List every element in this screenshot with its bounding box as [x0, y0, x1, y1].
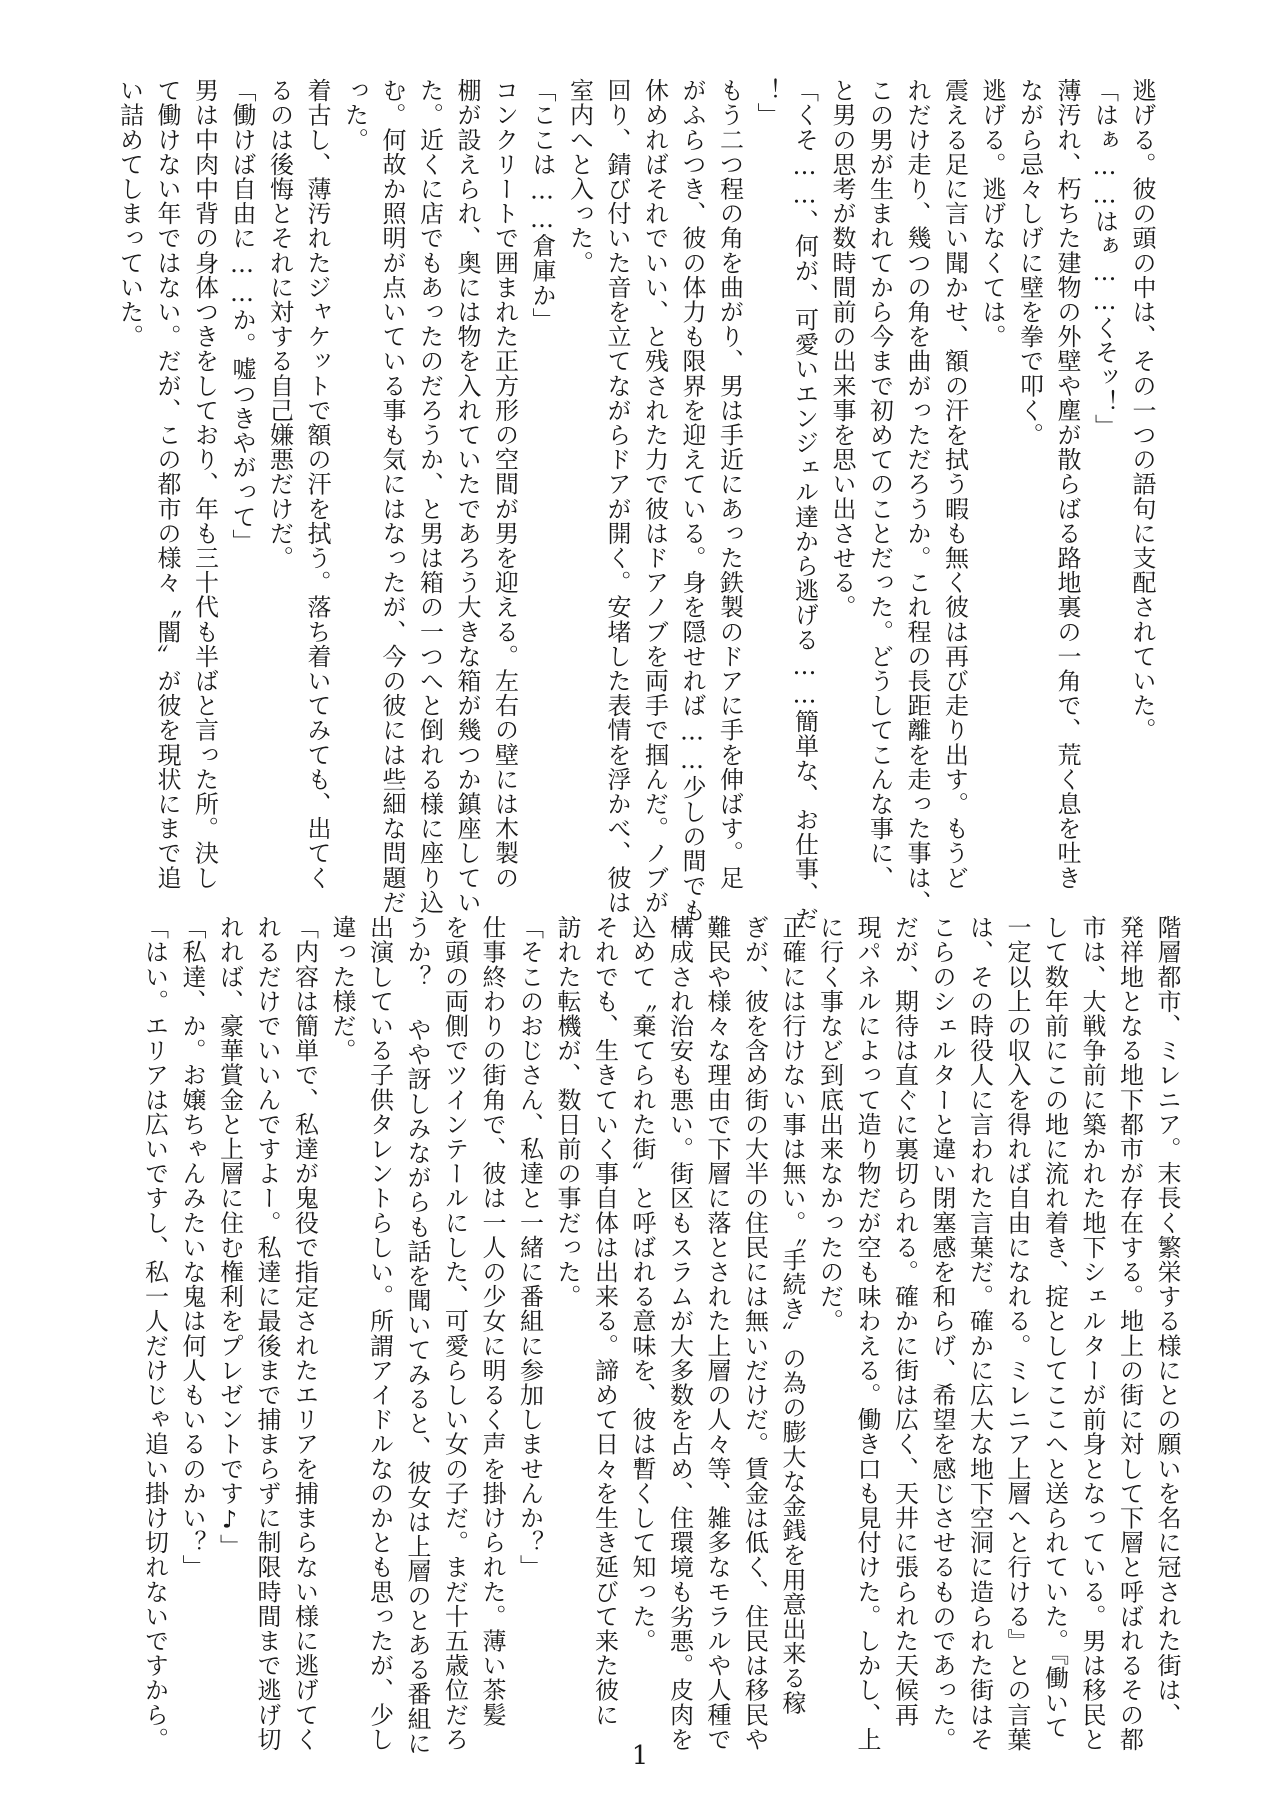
text-line: 「くそ……、何が、可愛いエンジェル達から逃げる……簡単な、お仕事、だ — [790, 78, 819, 931]
text-line: む。何故か照明が点いている事も気にはなったが、今の彼には些細な問題だ — [378, 78, 406, 915]
text-line: こらのシェルターと違い閉塞感を和らげ、希望を感じさせるものであった。 — [928, 915, 956, 1752]
text-line: 正確には行けない事は無い。〝手続き〟の為の膨大な金銭を用意出来る稼 — [778, 915, 806, 1715]
text-line: 「はぁ……はぁ……くそッ！」 — [1090, 78, 1119, 439]
text-line: 「ここは……倉庫か」 — [528, 78, 556, 332]
text-line: は、その時役人に言われた言葉だ。確かに広大な地下空洞に造られた街はそ — [965, 915, 994, 1752]
text-line: 逃げる。彼の頭の中は、その一つの語句に支配されていた。 — [1128, 78, 1156, 743]
text-line: と男の思考が数時間前の出来事を思い出させる。 — [828, 78, 856, 620]
text-line: を頭の両側でツインテールにした、可愛らしい女の子だ。まだ十五歳位だろ — [440, 915, 469, 1752]
text-line: 室内へと入った。 — [565, 78, 594, 275]
page-number: 1 — [631, 1741, 649, 1771]
text-line: に行く事など到底出来なかったのだ。 — [815, 915, 844, 1334]
text-line: 訪れた転機が、数日前の事だった。 — [553, 915, 581, 1309]
text-line: 難民や様々な理由で下層に落とされた上層の人々等、雑多なモラルや人種で — [703, 915, 731, 1752]
text-line: がふらつき、彼の体力も限界を迎えている。身を隠せれば……少しの間でも — [678, 78, 706, 923]
text-line: れるだけでいいんですよー。私達に最後まで捕まらずに制限時間まで逃げ切 — [253, 915, 281, 1752]
text-line: ぎが、彼を含め街の大半の住民には無いだけだ。賃金は低く、住民は移民や — [740, 915, 769, 1752]
text-line: うか？ やや訝しみながらも話を聞いてみると、彼女は上層のとある番組に — [403, 915, 431, 1756]
text-line: るのは後悔とそれに対する自己嫌悪だけだ。 — [265, 78, 294, 570]
text-line: 階層都市、ミレニア。末長く繁栄する様にとの願いを名に冠された街は、 — [1153, 915, 1181, 1727]
text-line: た。近くに店でもあったのだろうか、と男は箱の一つへと倒れる様に座り込 — [415, 78, 444, 915]
text-line: 「内容は簡単で、私達が鬼役で指定されたエリアを捕まらない様に逃げてく — [290, 915, 319, 1752]
text-line: 休めればそれでいい、と残された力で彼はドアノブを両手で掴んだ。ノブが — [640, 78, 669, 915]
text-line: い詰めてしまっていた。 — [115, 78, 144, 349]
text-line: 「はい。エリアは広いですし、私一人だけじゃ追い掛け切れないですから。 — [140, 915, 169, 1752]
text-line: 震える足に言い聞かせ、額の汗を拭う暇も無く彼は再び走り出す。もうど — [940, 78, 969, 890]
text-line: 現パネルによって造り物だが空も味わえる。働き口も見付けた。しかし、上 — [853, 915, 881, 1752]
text-line: この男が生まれてから今まで初めてのことだった。どうしてこんな事に、 — [865, 78, 894, 890]
text-line: 男は中肉中背の身体つきをしており、年も三十代も半ばと言った所。決し — [190, 78, 219, 890]
text-line: コンクリートで囲まれた正方形の空間が男を迎える。左右の壁には木製の — [490, 78, 519, 890]
text-line: 「そこのおじさん、私達と一緒に番組に参加しませんか？」 — [515, 915, 544, 1580]
text-line: 棚が設えられ、奥には物を入れていたであろう大きな箱が幾つか鎮座してい — [453, 78, 481, 915]
text-line: だが、期待は直ぐに裏切られる。確かに街は広く、天井に張られた天候再 — [890, 915, 919, 1727]
text-line: れだけ走り、幾つの角を曲がっただろうか。これ程の長距離を走った事は、 — [903, 78, 931, 915]
lower-text-block — [95, 915, 1185, 1756]
text-line: て働けない年ではない。だが、この都市の様々〝闇〟が彼を現状にまで追 — [153, 78, 181, 890]
text-line: して数年前にこの地に流れ着き、掟としてここへと送られていた。『働いて — [1040, 915, 1069, 1740]
text-line: 「私達、か。お嬢ちゃんみたいな鬼は何人もいるのかい？」 — [178, 915, 206, 1580]
text-line: った。 — [340, 78, 369, 152]
text-line: 着古し、薄汚れたジャケットで額の汗を拭う。落ち着いてみても、出てく — [303, 78, 331, 890]
text-line: それでも、生きていく事自体は出来る。諦めて日々を生き延びて来た彼に — [590, 915, 619, 1727]
text-line: れれば、豪華賞金と上層に住む権利をプレゼントです♪」 — [215, 915, 244, 1559]
upper-text-block — [70, 78, 1160, 931]
text-line: 「働けば自由に……か。嘘つきやがって」 — [228, 78, 256, 554]
text-line: 違った様だ。 — [328, 915, 356, 1063]
text-line: 薄汚れ、朽ちた建物の外壁や塵が散らばる路地裏の一角で、荒く息を吐き — [1053, 78, 1081, 890]
text-line: ！」 — [753, 78, 781, 128]
text-line: 一定以上の収入を得れば自由になれる。ミレニア上層へと行ける』との言葉 — [1003, 915, 1031, 1752]
text-line: 逃げる。逃げなくては。 — [978, 78, 1006, 349]
text-line: 回り、錆び付いた音を立てながらドアが開く。安堵した表情を浮かべ、彼は — [603, 78, 631, 915]
text-line: 出演している子供タレントらしい。所謂アイドルなのかとも思ったが、少し — [365, 915, 394, 1752]
text-line: 市は、大戦争前に築かれた地下シェルターが前身となっている。男は移民と — [1078, 915, 1106, 1752]
text-line: ながら忌々しげに壁を拳で叩く。 — [1015, 78, 1044, 447]
text-line: もう二つ程の角を曲がり、男は手近にあった鉄製のドアに手を伸ばす。足 — [715, 78, 744, 890]
text-line: 込めて〝棄てられた街〟と呼ばれる意味を、彼は暫くして知った。 — [628, 915, 656, 1653]
text-line: 構成され治安も悪い。街区もスラムが大多数を占め、住環境も劣悪。皮肉を — [665, 915, 694, 1752]
text-line: 発祥地となる地下都市が存在する。地上の街に対して下層と呼ばれるその都 — [1115, 915, 1144, 1752]
text-line: 仕事終わりの街角で、彼は一人の少女に明るく声を掛けられた。薄い茶髪 — [478, 915, 506, 1727]
